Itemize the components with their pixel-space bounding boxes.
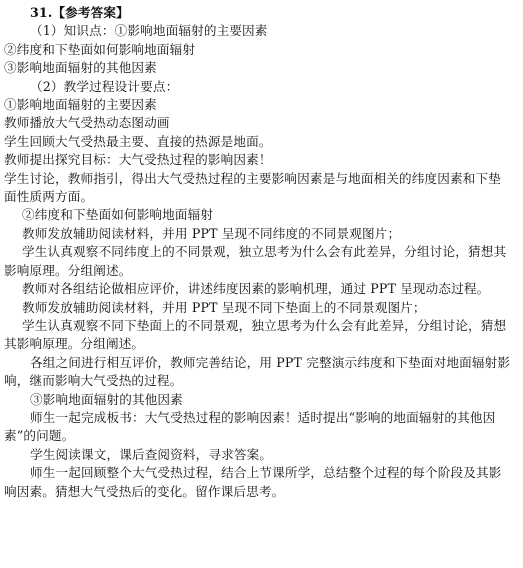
teaching-process-heading: （2）教学过程设计要点： <box>30 78 179 94</box>
paragraph-review-summary-text: 师生一起回顾整个大气受热过程，结合上节课所学，总结整个过程的每个阶段及其影响因素。猜想大气受热后的变化。留作课后思考。 <box>4 465 502 499</box>
knowledge-point-3: ③影响地面辐射的其他因素 <box>4 60 157 76</box>
paragraph-discussion: 学生讨论，教师指引，得出大气受热过程的主要影响因素是与地面相关的纬度因素和下垫面性质两方面。 <box>4 170 502 205</box>
paragraph-latitude-evaluate: 教师对各组结论做相应评价，讲述纬度因素的影响机理，通过 PPT 呈现动态过程。 <box>22 281 490 297</box>
section-1-title: ①影响地面辐射的主要因素 <box>4 97 157 113</box>
paragraph-surface-observe <box>4 317 513 354</box>
answer-header: 31.【参考答案】 <box>30 5 129 20</box>
paragraph-group-evaluate-text: 各组之间进行相互评价，教师完善结论，用 PPT 完整演示纬度和下垫面对地面辐射影响，继而影响大气受热的过程。 <box>4 354 511 389</box>
paragraph-surface-observe-text: 学生认真观察不同下垫面上的不同景观，独立思考为什么会有此差异，分组讨论，猜想其影响原理。分组阐述。 <box>4 317 507 352</box>
paragraph-surface-material: 教师发放辅助阅读材料，并用 PPT 呈现不同下垫面上的不同景观图片； <box>22 299 426 315</box>
paragraph-review-summary <box>4 464 513 501</box>
paragraph-latitude-material: 教师发放辅助阅读材料，并用 PPT 呈现不同纬度的不同景观图片； <box>22 225 401 241</box>
paragraph-student-review: 学生回顾大气受热最主要、直接的热源是地面。 <box>4 133 272 149</box>
knowledge-points-heading: （1）知识点：①影响地面辐射的主要因素 <box>30 23 268 39</box>
paragraph-group-evaluate <box>4 354 513 391</box>
paragraph-blackboard-text: 师生一起完成板书：大气受热过程的影响因素！适时提出“影响的地面辐射的其他因素”的问题。 <box>4 409 496 444</box>
paragraph-play-animation: 教师播放大气受热动态图动画 <box>4 115 170 131</box>
section-2-title: ②纬度和下垫面如何影响地面辐射 <box>22 207 214 223</box>
paragraph-latitude-observe <box>4 243 513 280</box>
section-3-title: ③影响地面辐射的其他因素 <box>30 391 183 407</box>
paragraph-read-textbook: 学生阅读课文，课后查阅资料，寻求答案。 <box>30 446 273 462</box>
paragraph-latitude-observe-text: 学生认真观察不同纬度上的不同景观，独立思考为什么会有此差异，分组讨论，猜想其影响原理。分组阐述。 <box>4 244 507 278</box>
knowledge-point-2: ②纬度和下垫面如何影响地面辐射 <box>4 41 196 57</box>
paragraph-blackboard <box>4 409 513 446</box>
paragraph-inquiry-goal: 教师提出探究目标：大气受热过程的影响因素！ <box>4 152 272 168</box>
